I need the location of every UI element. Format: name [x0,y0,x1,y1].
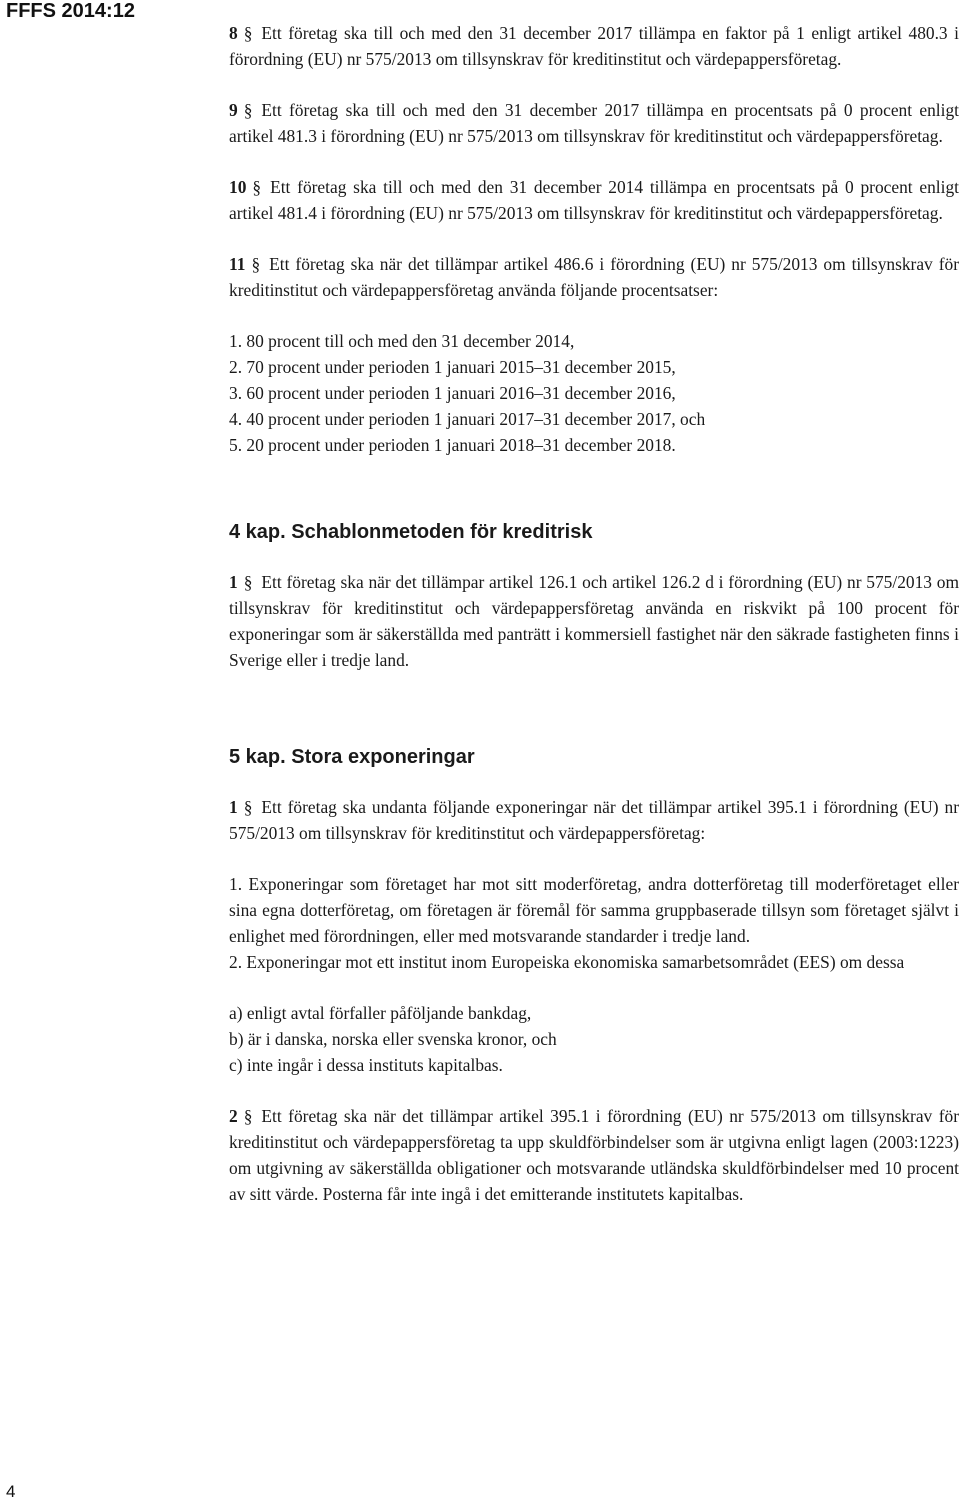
paragraph-9 [229,97,959,149]
list-item: 2. 70 procent under perioden 1 januari 2015–31 december 2015, [229,357,676,377]
chapter-5-paragraph-2 [229,1103,959,1207]
chapter-4-heading [229,519,959,545]
paragraph-number: 11 [229,254,246,274]
list-item: 2. Exponeringar mot ett institut inom Europeiska ekonomiska samarbetsområdet (EES) om dessa [229,952,905,972]
paragraph-number: 2 [229,1106,238,1126]
spacer [229,483,959,519]
paragraph-number: 8 [229,23,238,43]
document-body [229,20,959,1232]
paragraph-number: 9 [229,100,238,120]
list-item: 1. 80 procent till och med den 31 december 2014, [229,331,575,351]
paragraph-11 [229,251,959,303]
spacer [229,698,959,744]
chapter-title: Schablonmetoden för kreditrisk [291,521,593,543]
paragraph-text: Ett företag ska när det tillämpar artikel 395.1 i förordning (EU) nr 575/2013 om tillsynskrav för kreditinstitut och värdepappersföretag ta upp skuldförbindelser som är utgivna enligt lagen (2003:1223) om utgivning av säkerställda obligationer och motsvarande utländska skuldförbindelser med 10 procent av sitt värde. Posterna får inte ingå i det emitterande institutets kapitalbas. [229,1106,959,1204]
chapter-title: Stora exponeringar [291,746,475,768]
list-item: b) är i danska, norska eller svenska kronor, och [229,1029,557,1049]
section-sign: § [243,1106,253,1126]
paragraph-text: Ett företag ska undanta följande exponeringar när det tillämpar artikel 395.1 i förordning (EU) nr 575/2013 om tillsynskrav för kreditinstitut och värdepappersföretag: [229,797,959,843]
section-sign: § [251,254,261,274]
section-sign: § [243,797,253,817]
paragraph-number: 1 [229,572,238,592]
section-sign: § [243,100,253,120]
paragraph-number: 10 [229,177,247,197]
section-sign: § [243,572,253,592]
chapter-label: 4 kap. [229,521,286,543]
chapter-label: 5 kap. [229,746,286,768]
list-item: a) enligt avtal förfaller påföljande bankdag, [229,1003,532,1023]
exposure-list [229,871,959,975]
list-item: 4. 40 procent under perioden 1 januari 2017–31 december 2017, och [229,409,706,429]
list-item: 5. 20 procent under perioden 1 januari 2018–31 december 2018. [229,435,676,455]
chapter-5-heading [229,744,959,770]
document-header-title: FFFS 2014:12 [6,0,135,22]
paragraph-text: Ett företag ska till och med den 31 december 2014 tillämpa en procentsats på 0 procent enligt artikel 481.4 i förordning (EU) nr 575/2013 om tillsynskrav för kreditinstitut och värdepappersföretag. [229,177,959,223]
paragraph-text: Ett företag ska när det tillämpar artikel 486.6 i förordning (EU) nr 575/2013 om tillsynskrav för kreditinstitut och värdepappersföretag använda följande procentsatser: [229,254,959,300]
paragraph-8 [229,20,959,72]
condition-list [229,1000,959,1078]
list-item: 3. 60 procent under perioden 1 januari 2016–31 december 2016, [229,383,676,403]
page-number: 4 [6,1482,16,1501]
section-sign: § [243,23,253,43]
paragraph-text: Ett företag ska till och med den 31 december 2017 tillämpa en procentsats på 0 procent enligt artikel 481.3 i förordning (EU) nr 575/2013 om tillsynskrav för kreditinstitut och värdepappersföretag. [229,100,959,146]
chapter-5-paragraph-1 [229,794,959,846]
paragraph-text: Ett företag ska till och med den 31 december 2017 tillämpa en faktor på 1 enligt artikel 480.3 i förordning (EU) nr 575/2013 om tillsynskrav för kreditinstitut och värdepappersföretag. [229,23,959,69]
paragraph-text: Ett företag ska när det tillämpar artikel 126.1 och artikel 126.2 d i förordning (EU) nr 575/2013 om tillsynskrav för kreditinstitut och värdepappersföretag använda en riskvikt på 100 procent för exponeringar som är säkerställda med panträtt i kommersiell fastighet när den säkrade fastigheten finns i Sverige eller i tredje land. [229,572,959,670]
list-item: c) inte ingår i dessa instituts kapitalbas. [229,1055,503,1075]
chapter-4-paragraph-1 [229,569,959,673]
list-item: 1. Exponeringar som företaget har mot sitt moderföretag, andra dotterföretag till moderföretaget eller sina egna dotterföretag, om företagen är föremål för samma gruppbaserade tillsyn som företaget självt i enlighet med förordningen, eller med motsvarande standarder i tredje land. [229,874,959,946]
percentage-list [229,328,959,458]
section-sign: § [252,177,262,197]
paragraph-10 [229,174,959,226]
paragraph-number: 1 [229,797,238,817]
